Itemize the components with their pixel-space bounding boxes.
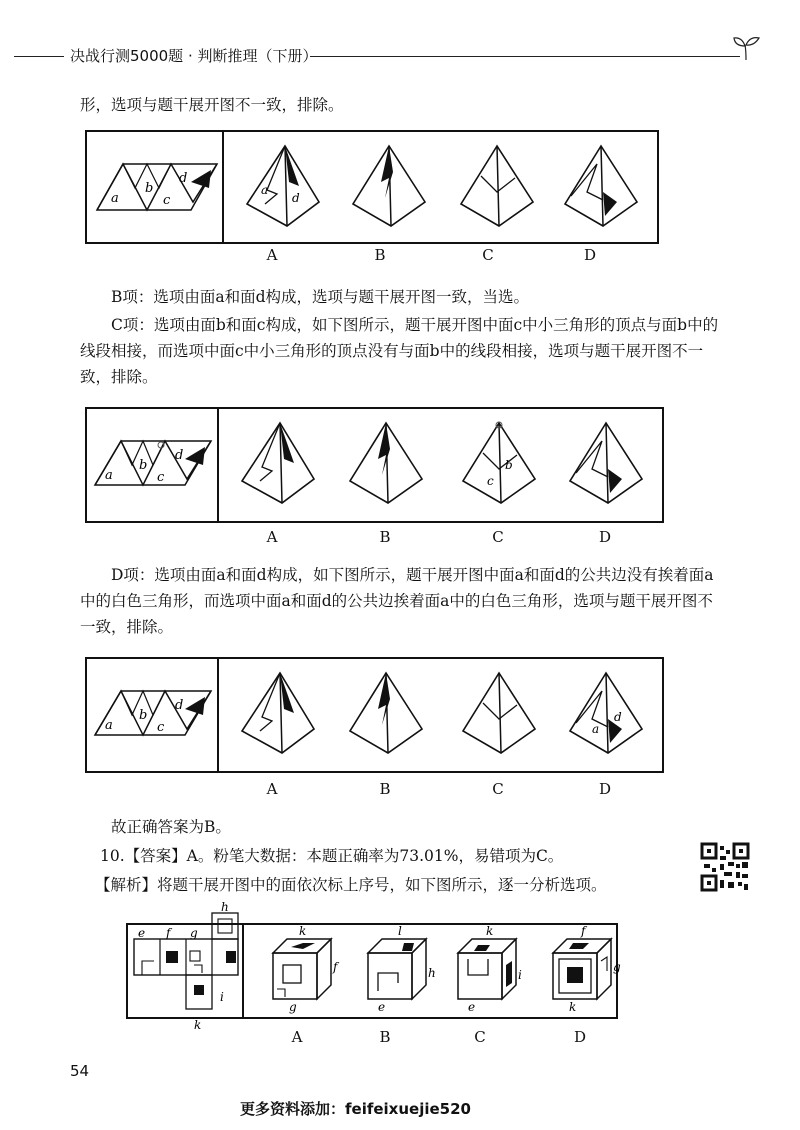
svg-text:d: d [175,448,184,463]
label-b: B [374,246,386,264]
figure-divider [217,409,219,521]
footer-note: 更多资料添加：feifeixuejie520 [240,1100,471,1118]
pyramid-c [453,142,543,232]
label-a: A [266,780,278,798]
label-d: D [573,1028,587,1046]
svg-text:g: g [190,926,198,940]
svg-text:k: k [299,924,307,938]
pyramid-a [232,669,322,759]
cube-b [358,924,438,1014]
header-rule-left [14,56,64,57]
page-number: 54 [70,1062,90,1080]
label-a: A [266,528,278,546]
figure-divider [222,132,224,242]
svg-text:b: b [145,181,154,196]
svg-text:a: a [111,191,119,206]
header-rule-right [310,56,740,57]
paragraph-top: 形，选项与题干展开图不一致，排除。 [80,96,344,114]
pyramid-d [557,142,647,232]
label-a: A [266,246,278,264]
svg-text:h: h [428,966,436,980]
svg-text:a: a [261,183,269,197]
pyramid-b [342,669,432,759]
svg-text:e: e [378,1000,386,1014]
pyramid-d [562,419,652,509]
pyramid-c [455,419,545,509]
svg-text:c: c [157,470,165,485]
sprout-icon [732,34,762,62]
pyramid-c [455,669,545,759]
svg-text:e: e [138,926,146,940]
svg-text:c: c [157,720,165,735]
cube-d [543,924,623,1014]
label-b: B [379,780,391,798]
svg-text:d: d [292,191,300,205]
svg-text:d: d [179,171,188,186]
pyramid-d [562,669,652,759]
svg-text:i: i [220,990,224,1004]
header-title: 决战行测5000题 · 判断推理（下册） [70,47,318,65]
paragraph-option-c: C项：选项由面b和面c构成，如下图所示，题干展开图中面c中小三角形的顶点与面b中的线段相接，而选项中面c中小三角形的顶点没有与面b中的线段相接，选项与题干展开图不一致，排除。 [80,316,719,386]
label-b: B [379,528,391,546]
svg-text:d: d [175,698,184,713]
svg-text:g: g [613,960,621,974]
svg-text:f: f [333,960,338,974]
svg-text:i: i [518,968,522,982]
figure-option-a-comparison [85,130,659,244]
label-d: D [598,780,612,798]
net-diagram [87,659,217,771]
svg-text:d: d [614,710,622,724]
question-10-answer: 10.【答案】A。粉笔大数据：本题正确率为73.01%，易错项为C。 [100,847,564,865]
pyramid-a [237,142,327,232]
paragraph-option-d: D项：选项由面a和面d构成，如下图所示，题干展开图中面a和面d的公共边没有挨着面a中的白色三角形，而选项中面a和面d的公共边挨着面a中的白色三角形，选项与题干展开图不一致，排除。 [80,566,714,636]
cube-net-diagram [128,900,248,1037]
qr-code-icon [700,842,750,892]
label-c: C [482,246,494,264]
paragraph-conclusion: 故正确答案为B。 [111,818,231,836]
figure-option-d-comparison [85,657,664,773]
figure-divider [217,659,219,771]
cube-a [263,924,343,1014]
svg-text:b: b [139,708,148,723]
svg-text:k: k [486,924,494,938]
label-c: C [492,528,504,546]
label-b: B [379,1028,391,1046]
label-c: C [492,780,504,798]
pyramid-a [232,419,322,509]
pyramid-b [345,142,435,232]
figure-option-c-comparison [85,407,664,523]
net-diagram [87,409,217,521]
svg-text:f: f [166,926,171,940]
cube-c [448,924,528,1014]
svg-text:a: a [592,722,600,736]
figure-question-10-cube [126,900,621,1032]
svg-text:e: e [468,1000,476,1014]
svg-text:a: a [105,718,113,733]
svg-text:k: k [194,1018,202,1032]
svg-text:a: a [105,468,113,483]
paragraph-option-b: B项：选项由面a和面d构成，选项与题干展开图一致，当选。 [111,288,530,306]
svg-text:h: h [221,900,229,914]
svg-text:k: k [569,1000,577,1014]
label-c: C [474,1028,486,1046]
running-header [0,42,800,72]
label-a: A [291,1028,303,1046]
label-d: D [583,246,597,264]
net-diagram [87,132,222,242]
svg-text:l: l [398,924,402,938]
svg-text:b: b [139,458,148,473]
svg-text:b: b [505,458,513,472]
svg-text:c: c [163,193,171,208]
pyramid-b [342,419,432,509]
svg-text:g: g [289,1000,297,1014]
label-d: D [598,528,612,546]
question-10-analysis: 【解析】将题干展开图中的面依次标上序号，如下图所示，逐一分析选项。 [95,876,607,894]
svg-text:c: c [487,474,494,488]
svg-text:f: f [581,924,586,938]
